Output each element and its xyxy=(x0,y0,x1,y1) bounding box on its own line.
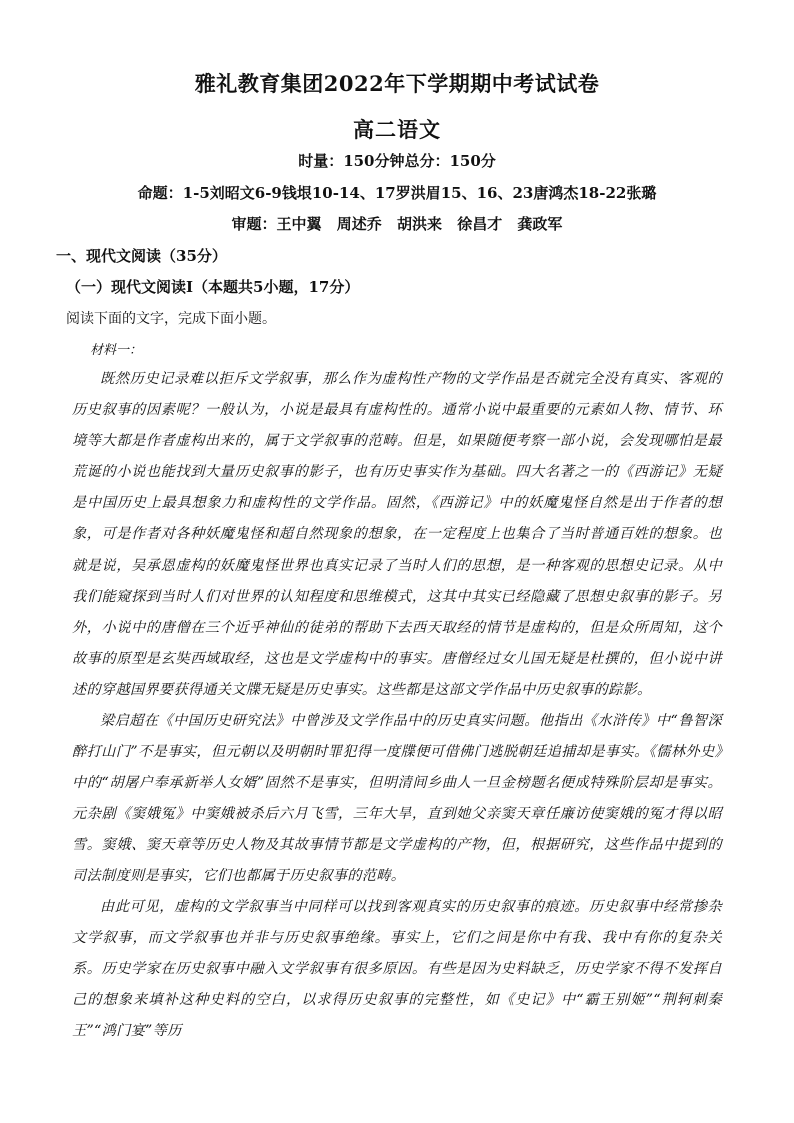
reading-instruction: 阅读下面的文字，完成下面小题。 xyxy=(66,311,276,327)
time-score-line: 时量：150分钟总分：150分 xyxy=(298,152,496,170)
authors-line: 命题：1-5刘昭文6-9钱垠10-14、17罗洪眉15、16、23唐鸿杰18-22张璐 xyxy=(137,184,657,202)
paragraph-2: 梁启超在《中国历史研究法》中曾涉及文学作品中的历史真实问题。他指出《水浒传》中“鲁智深醉打山门”不是事实，但元朝以及明朝时罪犯得一度牒便可借佛门逃脱朝廷追捕却是事实。《儒林外史》中的“胡屠户奉承新举人女婿”固然不是事实，但明清间乡曲人一旦金榜题名便成特殊阶层却是事实。元杂剧《窦娥冤》中窦娥被杀后六月飞雪，三年大旱，直到她父亲窦天章任廉访使窦娥的冤才得以昭雪。窦娥、窦天章等历史人物及其故事情节都是文学虚构的产物，但，根据研究，这些作品中提到的司法制度则是事实，它们也都属于历史叙事的范畴。 xyxy=(72,713,722,885)
paragraph-3: 由此可见，虚构的文学叙事当中同样可以找到客观真实的历史叙事的痕迹。历史叙事中经常掺杂文学叙事，而文学叙事也并非与历史叙事绝缘。事实上，它们之间是你中有我、我中有你的复杂关系。历史学家在历史叙事中融入文学叙事有很多原因。有些是因为史料缺乏，历史学家不得不发挥自己的想象来填补这种史料的空白，以求得历史叙事的完整性，如《史记》中“霸王别姬”“荆轲刺秦王”“鸿门宴”等历 xyxy=(72,899,722,1040)
section-heading: 一、现代文阅读（35分） xyxy=(56,247,227,265)
reviewers-line: 审题：王中翼 周述乔 胡洪来 徐昌才 龚政军 xyxy=(231,215,563,233)
subject-title: 高二语文 xyxy=(353,117,441,142)
subsection-heading: （一）现代文阅读Ⅰ（本题共5小题，17分） xyxy=(66,278,360,296)
material-label: 材料一： xyxy=(90,343,143,358)
exam-title: 雅礼教育集团2022年下学期期中考试试卷 xyxy=(194,71,600,96)
paragraph-1: 既然历史记录难以拒斥文学叙事，那么作为虚构性产物的文学作品是否就完全没有真实、客观的历史叙事的因素呢？一般认为，小说是最具有虚构性的。通常小说中最重要的元素如人物、情节、环境等大都是作者虚构出来的，属于文学叙事的范畴。但是，如果随便考察一部小说，会发现哪怕是最荒诞的小说也能找到大量历史叙事的影子，也有历史事实作为基础。四大名著之一的《西游记》无疑是中国历史上最具想象力和虚构性的文学作品。固然，《西游记》中的妖魔鬼怪自然是出于作者的想象，可是作者对各种妖魔鬼怪和超自然现象的想象，在一定程度上也集合了当时普通百姓的想象。也就是说，吴承恩虚构的妖魔鬼怪世界也真实记录了当时人们的思想，是一种客观的思想史记录。从中我们能窥探到当时人们对世界的认知程度和思维模式，这其中其实已经隐藏了思想史叙事的影子。另外，小说中的唐僧在三个近乎神仙的徒弟的帮助下去西天取经的情节是虚构的，但是众所周知，这个故事的原型是玄奘西域取经，这也是文学虚构中的事实。唐僧经过女儿国无疑是杜撰的，但小说中讲述的穿越国界要获得通关文牒无疑是历史事实。这些都是这部文学作品中历史叙事的踪影。 xyxy=(72,371,722,698)
